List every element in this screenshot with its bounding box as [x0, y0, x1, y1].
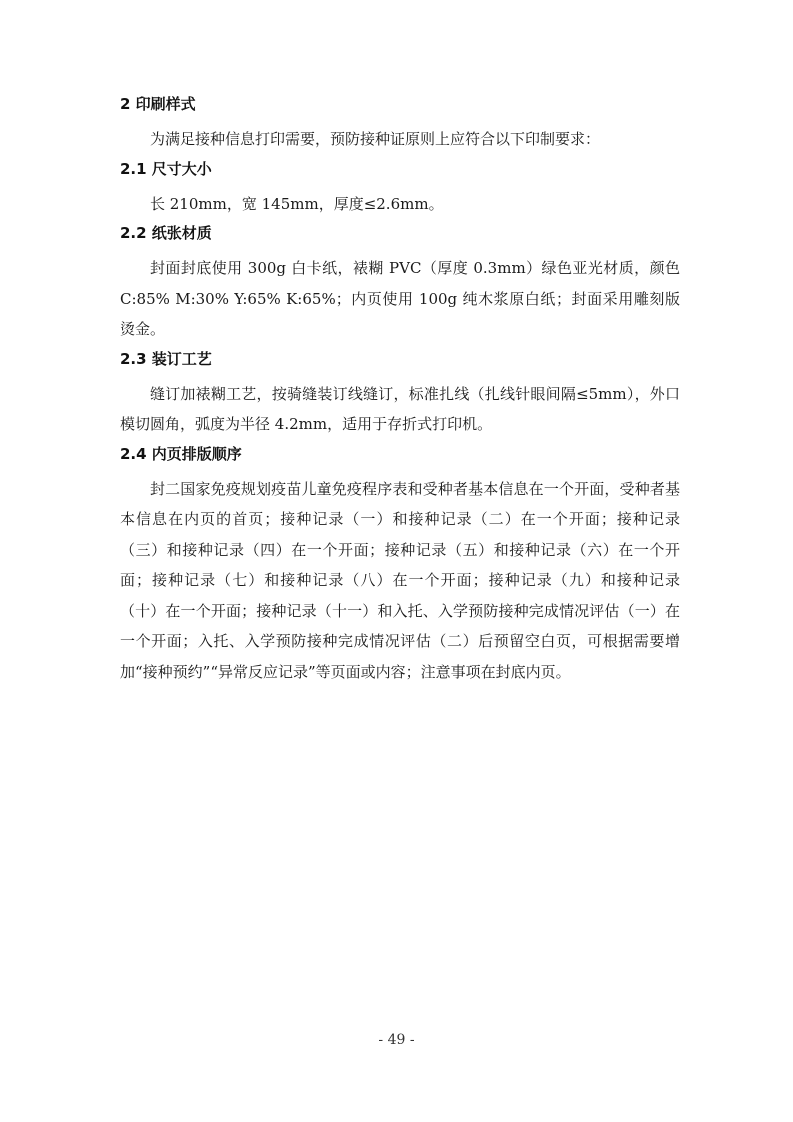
- section-paragraph: 长 210mm，宽 145mm，厚度≤2.6mm。: [150, 194, 444, 213]
- section-binding: [120, 347, 680, 442]
- section-paragraph: 缝订加裱糊工艺，按骑缝装订线缝订，标准扎线（扎线针眼间隔≤5mm），外口模切圆角，弧度为半径 4.2mm，适用于存折式打印机。: [120, 384, 680, 433]
- section-heading: 2 印刷样式: [120, 95, 196, 113]
- section-heading: 2.3 装订工艺: [120, 349, 212, 368]
- section-heading: 2.4 内页排版顺序: [120, 444, 242, 463]
- section-paragraph: 为满足接种信息打印需要，预防接种证原则上应符合以下印制要求：: [150, 130, 601, 148]
- section-printing-style: [120, 92, 680, 157]
- section-heading: 2.1 尺寸大小: [120, 159, 212, 178]
- section-paper-material: [120, 221, 680, 347]
- document-body: [120, 92, 680, 689]
- section-size: [120, 157, 680, 222]
- section-heading: 2.2 纸张材质: [120, 224, 212, 242]
- page-number: - 49 -: [378, 1032, 415, 1048]
- section-paragraph: 封面封底使用 300g 白卡纸，裱糊 PVC（厚度 0.3mm）绿色亚光材质，颜色 C:85% M:30% Y:65% K:65%；内页使用 100g 纯木浆原白纸；封面采用雕刻版烫金。: [120, 259, 680, 338]
- section-paragraph: 封二国家免疫规划疫苗儿童免疫程序表和受种者基本信息在一个开面，受种者基本信息在内页的首页；接种记录（一）和接种记录（二）在一个开面；接种记录（三）和接种记录（四）在一个开面；接种记录（五）和接种记录（六）在一个开面；接种记录（七）和接种记录（八）在一个开面；接种记录（九）和接种记录（十）在一个开面；接种记录（十一）和入托、入学预防接种完成情况评估（一）在一个开面；入托、入学预防接种完成情况评估（二）后预留空白页，可根据需要增加“接种预约”“异常反应记录”等页面或内容；注意事项在封底内页。: [120, 479, 680, 681]
- section-page-order: [120, 442, 680, 690]
